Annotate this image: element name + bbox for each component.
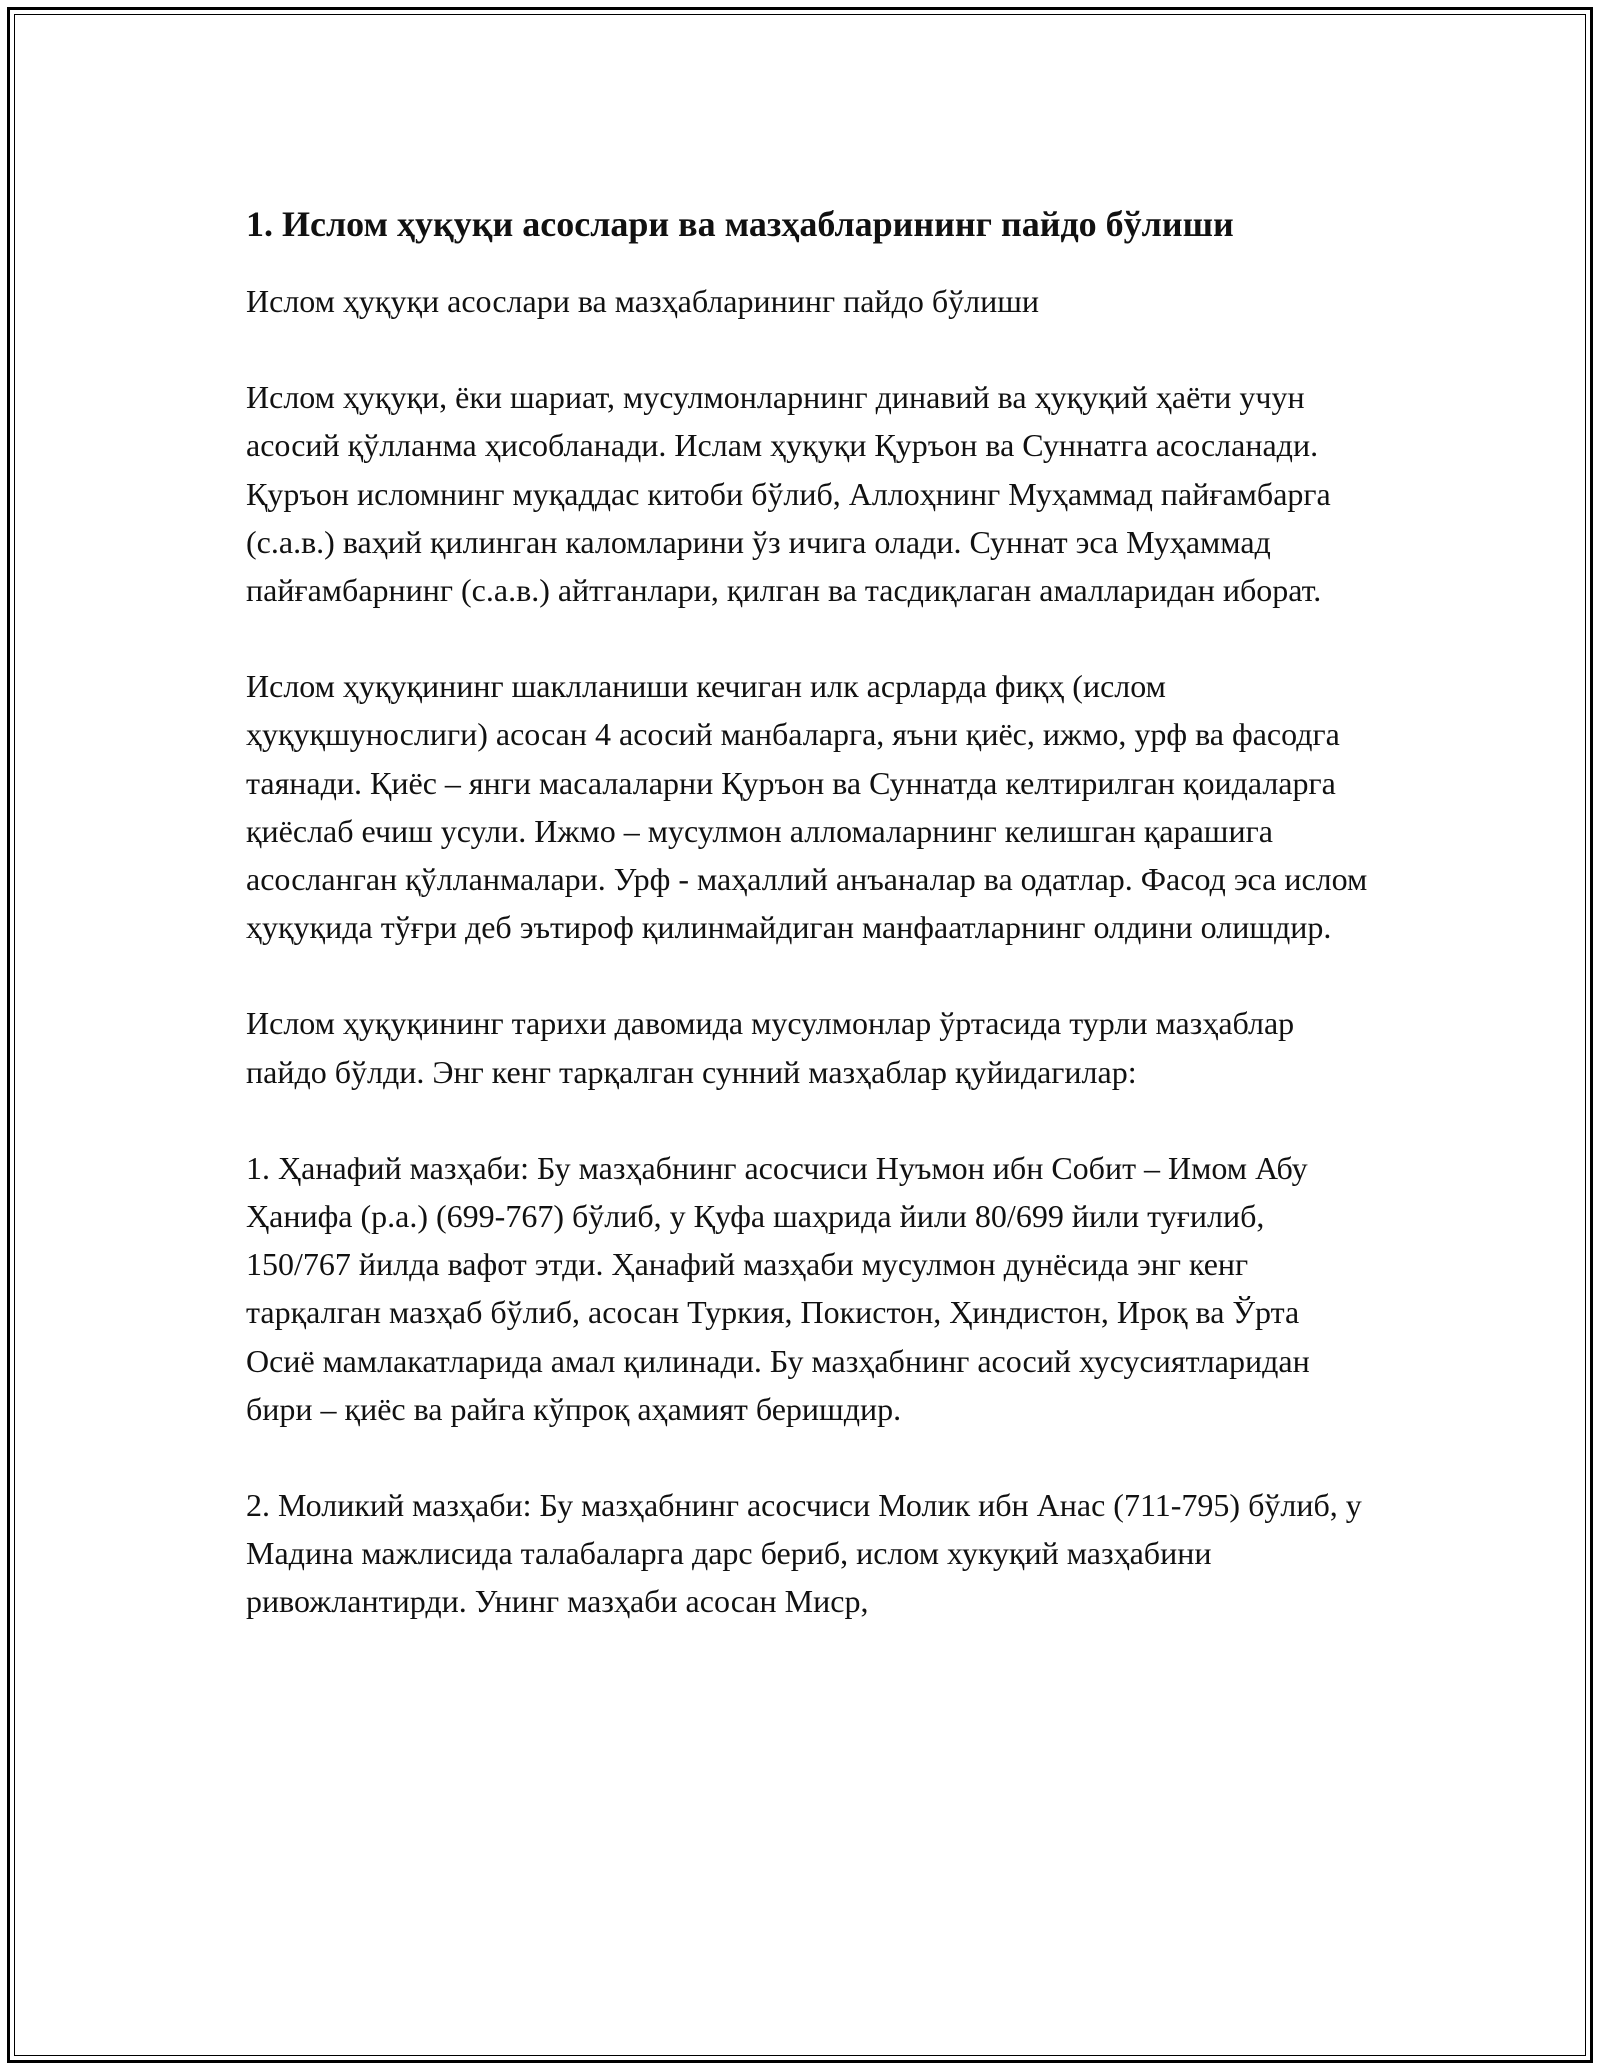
paragraph-schools-intro: Ислом ҳуқуқининг тарихи давомида мусулмонлар ўртасида турли мазҳаблар пайдо бўлди. Энг кенг тарқалган сунний мазҳаблар қуйидагилар:	[246, 1005, 1295, 1090]
paragraph-maliki: 2. Моликий мазҳаби: Бу мазҳабнинг асосчиси Молик ибн Анас (711-795) бўлиб, у Мадина мажлисида талабаларга дарс бериб, ислом хукуқий мазҳабини ривожлантирди. Унинг мазҳаби асосан Миср,	[246, 1487, 1362, 1620]
paragraph-intro: Ислом ҳуқуқи, ёки шариат, мусулмонларнинг динавий ва ҳуқуқий ҳаёти учун асосий қўлланма ҳисобланади. Ислам ҳуқуқи Қуръон ва Суннатга асосланади. Қуръон исломнинг муқаддас китоби бўлиб, Аллоҳнинг Муҳаммад пайғамбарга (с.а.в.) ваҳий қилинган каломларини ўз ичига олади. Суннат эса Муҳаммад пайғамбарнинг (с.а.в.) айтганлари, қилган ва тасдиқлаган амалларидан иборат.	[246, 379, 1331, 609]
document-title: 1. Ислом ҳуқуқи асослари ва мазҳабларининг пайдо бўлиши	[246, 204, 1234, 244]
paragraph-subtitle: Ислом ҳуқуқи асослари ва мазҳабларининг пайдо бўлиши	[246, 283, 1039, 319]
page-frame	[7, 7, 1593, 2063]
paragraph-hanafi: 1. Ҳанафий мазҳаби: Бу мазҳабнинг асосчиси Нуъмон ибн Собит – Имом Абу Ҳанифа (р.а.) (699-767) бўлиб, у Қуфа шаҳрида йили 80/699 йили туғилиб, 150/767 йилда вафот этди. Ҳанафий мазҳаби мусулмон дунёсида энг кенг тарқалган мазҳаб бўлиб, асосан Туркия, Покистон, Ҳиндистон, Ироқ ва Ўрта Осиё мамлакатларида амал қилинади. Бу мазҳабнинг асосий хусусиятларидан бири – қиёс ва райга кўпроқ аҳамият беришдир.	[246, 1149, 1310, 1427]
document-body	[246, 197, 1374, 1674]
paragraph-sources: Ислом ҳуқуқининг шаклланиши кечиган илк асрларда фиқҳ (ислом ҳуқуқшунослиги) асосан 4 асосий манбаларга, яъни қиёс, ижмо, урф ва фасодга таянади. Қиёс – янги масалаларни Қуръон ва Суннатда келтирилган қоидаларга қиёслаб ечиш усули. Ижмо – мусулмон алломаларнинг келишган қарашига асосланган қўлланмалари. Урф - маҳаллий анъаналар ва одатлар. Фасод эса ислом ҳуқуқида тўғри деб эътироф қилинмайдиган манфаатларнинг олдини олишдир.	[246, 668, 1368, 946]
